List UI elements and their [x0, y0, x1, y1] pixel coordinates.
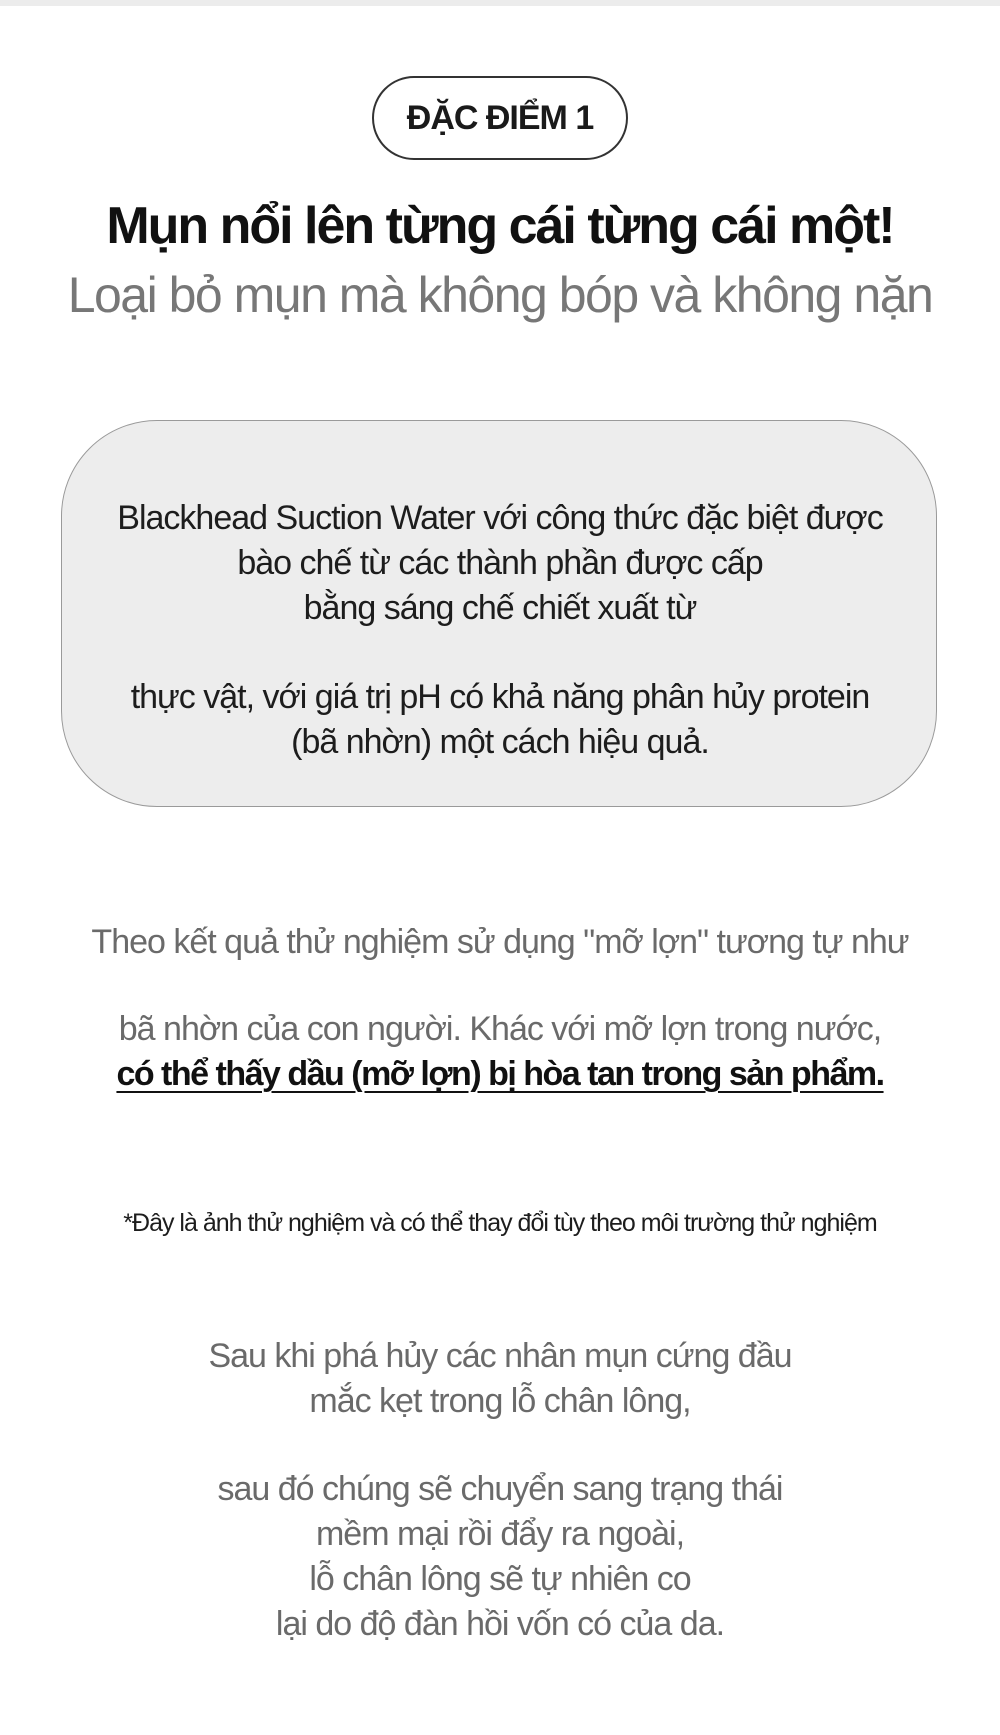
highlight-text: có thể thấy dầu (mỡ lợn) bị hòa tan trong sản phẩm. [116, 1055, 884, 1093]
info-box-line: bằng sáng chế chiết xuất từ [303, 589, 697, 627]
headline: Mụn nổi lên từng cái từng cái một! [106, 197, 894, 255]
info-box-line: Blackhead Suction Water với công thức đặc biệt được [117, 499, 883, 537]
feature-badge: ĐẶC ĐIỂM 1 [372, 76, 628, 160]
closing-line: lại do độ đàn hồi vốn có của da. [275, 1605, 725, 1643]
closing-line: mềm mại rồi đẩy ra ngoài, [315, 1515, 685, 1553]
info-box-line: (bã nhờn) một cách hiệu quả. [291, 723, 709, 761]
closing-line: lỗ chân lông sẽ tự nhiên co [309, 1560, 691, 1598]
test-result-line: Theo kết quả thử nghiệm sử dụng "mỡ lợn" tương tự như [91, 923, 909, 961]
footnote: *Đây là ảnh thử nghiệm và có thể thay đổi tùy theo môi trường thử nghiệm [123, 1209, 877, 1237]
test-result-line: bã nhờn của con người. Khác với mỡ lợn trong nước, [118, 1010, 882, 1048]
subheadline: Loại bỏ mụn mà không bóp và không nặn [67, 267, 933, 323]
closing-line: Sau khi phá hủy các nhân mụn cứng đầu [208, 1337, 792, 1375]
top-divider [0, 0, 1000, 6]
info-box-line: thực vật, với giá trị pH có khả năng phân hủy protein [130, 678, 870, 716]
test-result-highlight [0, 1052, 1000, 1096]
closing-line: mắc kẹt trong lỗ chân lông, [309, 1382, 691, 1420]
info-box-line: bào chế từ các thành phần được cấp [237, 544, 763, 582]
closing-line: sau đó chúng sẽ chuyển sang trạng thái [217, 1470, 783, 1508]
